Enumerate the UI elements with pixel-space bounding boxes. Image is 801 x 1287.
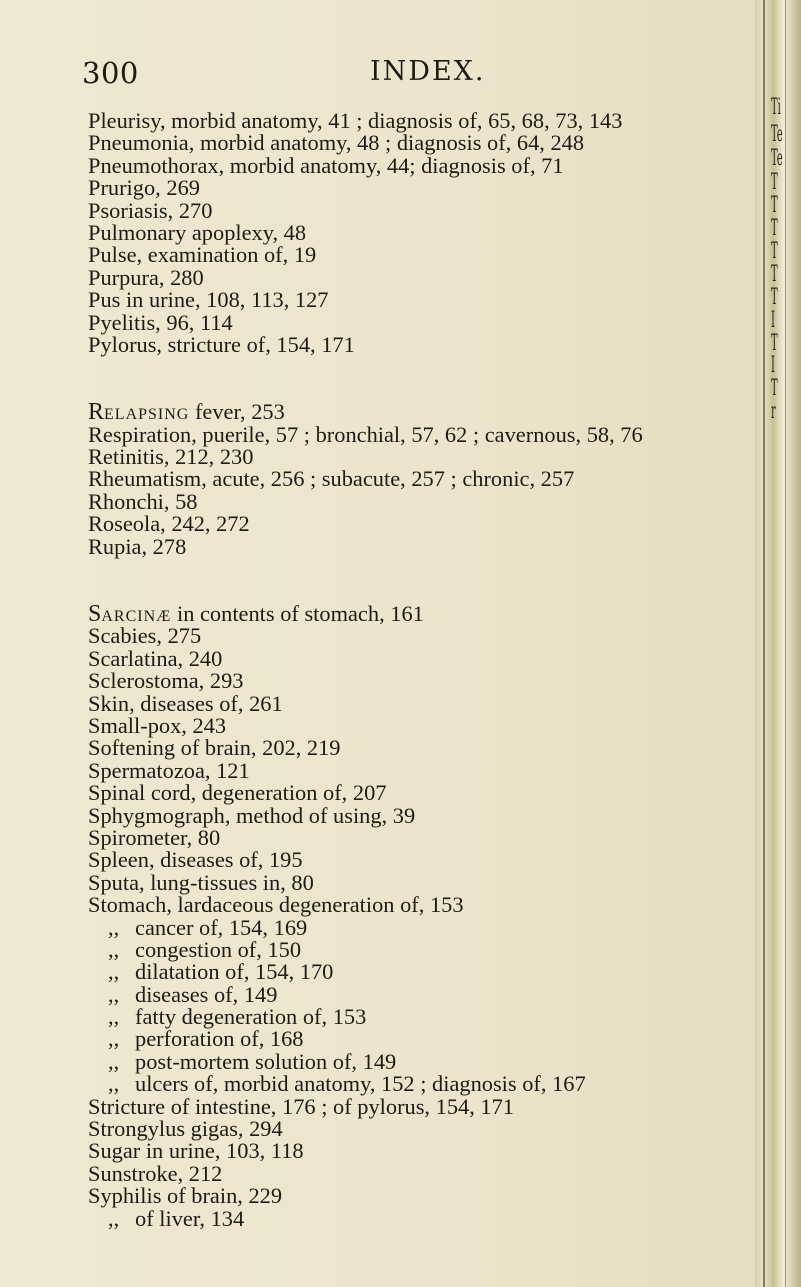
index-entry: Retinitis, 212, 230 [88,444,254,470]
subentry-text: cancer of, 154, 169 [135,914,308,940]
edge-letter: T [771,216,778,241]
index-subentry [88,914,768,940]
index-entry: Pleurisy, morbid anatomy, 41 ; diagnosis of, 65, 68, 73, 143 [88,108,623,133]
edge-letter: T [771,170,778,195]
section-gap [88,558,768,603]
lead-small-caps: elapsing [104,399,190,425]
index-entry: Skin, diseases of, 261 [88,690,283,716]
page-number: 300 [82,56,139,90]
edge-letter: T [771,331,778,356]
edge-letter: T [771,193,778,218]
index-entry: Roseola, 242, 272 [88,511,250,537]
index-entry: Stomach, lardaceous degeneration of, 153 [88,892,464,918]
index-entry: Sugar in urine, 103, 118 [88,1138,304,1164]
ditto-mark: ,, [108,914,120,940]
facing-page-edge [755,0,801,1287]
lead-initial: R [88,399,105,426]
index-entry: Psoriasis, 270 [88,197,213,223]
index-entry: Sphygmograph, method of using, 39 [88,802,416,828]
edge-letter: T [771,262,778,287]
index-entry: Softening of brain, 202, 219 [88,735,341,761]
lead-initial: S [88,601,102,628]
section-lead-entry [88,399,768,426]
ditto-mark: ,, [108,1071,120,1097]
index-entry: Pyelitis, 96, 114 [88,309,233,335]
index-entry: Spleen, diseases of, 195 [88,847,303,873]
ditto-mark: ,, [108,981,120,1007]
edge-letter: r [771,399,776,424]
subentry-text: of liver, 134 [135,1205,245,1231]
index-subentry [88,981,768,1007]
index-entry: Sputa, lung-tissues in, 80 [88,869,314,895]
index-entry: Spirometer, 80 [88,824,221,850]
index-subentry [88,936,768,962]
index-entry: Rheumatism, acute, 256 ; subacute, 257 ; chronic, 257 [88,466,575,492]
index-entry: Strongylus gigas, 294 [88,1116,283,1142]
running-head: INDEX. [370,56,486,87]
index-entry: Pneumothorax, morbid anatomy, 44; diagnosis of, 71 [88,152,564,178]
index-entry: Sunstroke, 212 [88,1160,223,1186]
index-subentry [88,1073,768,1095]
index-entry: Sclerostoma, 293 [88,668,244,694]
edge-letter: Te [771,146,783,171]
index-entry: Stricture of intestine, 176 ; of pylorus, 154, 171 [88,1093,514,1119]
edge-letter: T [771,285,778,310]
edge-letter: T [771,376,778,401]
index-subentry [88,1006,768,1028]
index-entry: Rupia, 278 [88,533,187,559]
index-entry: Pus in urine, 108, 113, 127 [88,287,329,313]
edge-letter: T [771,239,778,264]
index-entry: Rhonchi, 58 [88,488,198,514]
index-entry: Spinal cord, degeneration of, 207 [88,780,387,806]
index-entry: Respiration, puerile, 57 ; bronchial, 57, 62 ; cavernous, 58, 76 [88,421,643,447]
subentry-text: dilatation of, 154, 170 [135,959,334,985]
section-lead-entry [88,601,768,628]
index-entry: Pulse, examination of, 19 [88,242,317,268]
ditto-mark: ,, [108,1026,120,1052]
subentry-text: diseases of, 149 [135,981,278,1007]
index-subentry [88,1205,768,1231]
ditto-mark: ,, [108,1205,120,1231]
index-subentry [88,1048,768,1074]
ditto-mark: ,, [108,1048,120,1074]
index-entry: Pulmonary apoplexy, 48 [88,219,307,245]
subentry-text: post-mortem solution of, 149 [135,1048,397,1074]
index-entry: Prurigo, 269 [88,175,200,201]
ditto-mark: ,, [108,1004,120,1030]
subentry-text: fatty degeneration of, 153 [135,1004,367,1030]
lead-rest: fever, 253 [189,399,285,425]
edge-letter: Te [771,122,783,147]
binding-line [785,0,786,1287]
index-subentry [88,1028,768,1050]
index-entry: Purpura, 280 [88,264,204,290]
lead-small-caps: arcinæ [101,601,172,627]
ditto-mark: ,, [108,936,120,962]
index-entries [88,110,768,1230]
edge-letter: I [771,308,775,333]
index-entry: Syphilis of brain, 229 [88,1183,283,1209]
subentry-text: congestion of, 150 [135,936,302,962]
index-entry: Pylorus, stricture of, 154, 171 [88,331,355,357]
edge-letter: I [771,353,775,378]
index-subentry [88,961,768,983]
edge-letter: Ti [771,95,781,120]
index-entry: Pneumonia, morbid anatomy, 48 ; diagnosis of, 64, 248 [88,130,585,156]
binding-line [763,0,765,1287]
lead-rest: in contents of stomach, 161 [171,601,424,627]
ditto-mark: ,, [108,959,120,985]
section-gap [88,356,768,401]
index-entry: Scarlatina, 240 [88,645,223,671]
index-entry: Small-pox, 243 [88,712,227,738]
index-entry: Spermatozoa, 121 [88,757,250,783]
index-entry: Scabies, 275 [88,623,202,649]
subentry-text: perforation of, 168 [135,1026,304,1052]
subentry-text: ulcers of, morbid anatomy, 152 ; diagnosis of, 167 [135,1071,586,1097]
